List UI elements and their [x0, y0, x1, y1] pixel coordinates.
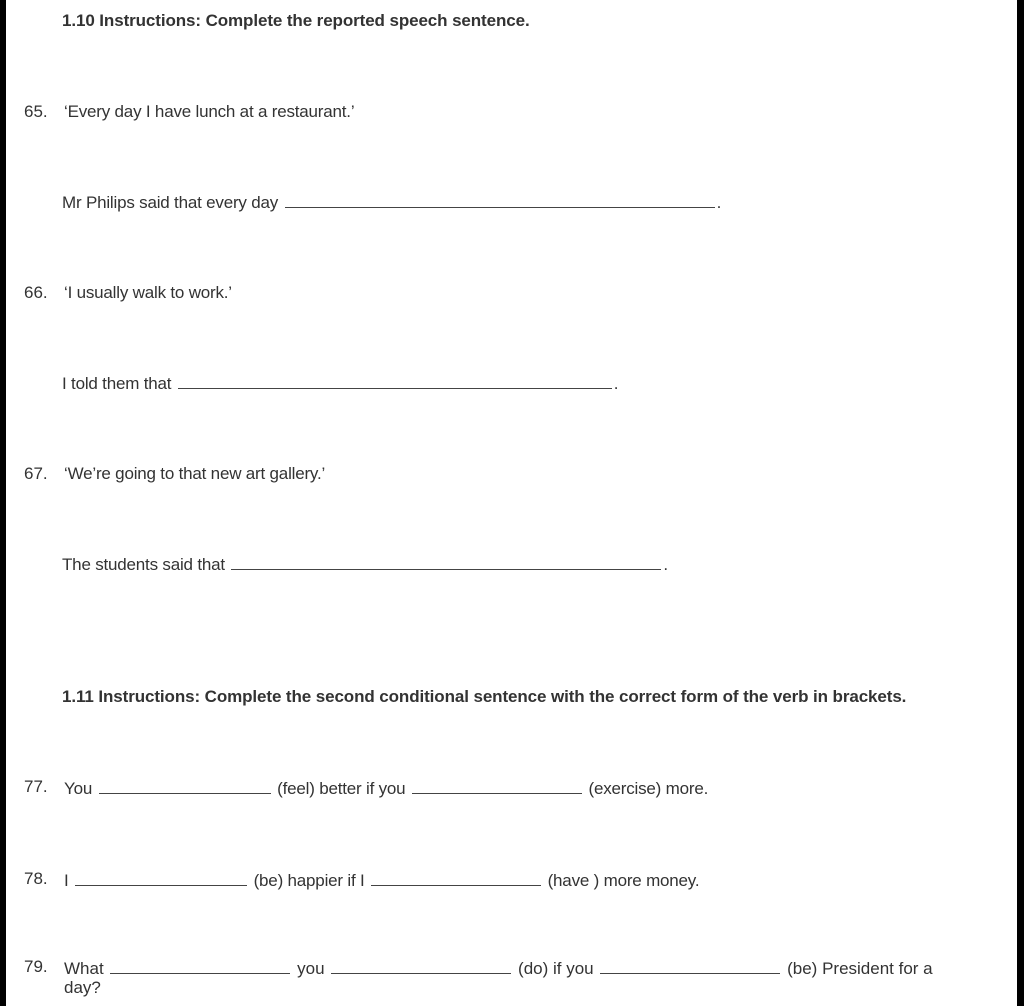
item-66-prompt: I told them that — [62, 374, 172, 393]
item-77-blank-1[interactable] — [99, 777, 271, 794]
item-79-blank-3[interactable] — [600, 957, 780, 974]
item-79-sentence — [64, 957, 933, 997]
item-67-end: . — [663, 555, 668, 574]
section-1-11-heading: 1.11 Instructions: Complete the second conditional sentence with the correct form of the verb in brackets. — [62, 687, 907, 706]
item-67-prompt: The students said that — [62, 555, 225, 574]
item-79-second-line: day? — [64, 978, 101, 997]
item-number-67: 67. — [24, 464, 48, 483]
item-77-sentence — [64, 777, 708, 799]
item-77-blank-2[interactable] — [412, 777, 582, 794]
item-65-answer-line — [62, 191, 721, 213]
item-77-part1: You — [64, 779, 93, 798]
item-78-part3: (have ) more money. — [547, 871, 700, 890]
item-78-blank-1[interactable] — [75, 869, 247, 886]
item-67-answer-blank[interactable] — [231, 553, 661, 570]
item-79-blank-2[interactable] — [331, 957, 511, 974]
item-77-part3: (exercise) more. — [588, 779, 709, 798]
item-65-quote: ‘Every day I have lunch at a restaurant.’ — [64, 102, 355, 121]
item-79-first-line — [64, 957, 933, 978]
item-66-end: . — [613, 374, 619, 393]
item-79-part3: (do) if you — [518, 959, 594, 978]
item-79-part4: (be) President for a — [787, 959, 933, 978]
item-79-part2: you — [297, 959, 325, 978]
section-1-10-heading: 1.10 Instructions: Complete the reported speech sentence. — [62, 11, 530, 30]
item-65-prompt: Mr Philips said that every day — [62, 193, 279, 212]
item-65-answer-blank[interactable] — [285, 191, 715, 208]
item-number-77: 77. — [24, 777, 48, 796]
item-79-blank-1[interactable] — [110, 957, 290, 974]
item-66-quote: ‘I usually walk to work.’ — [64, 283, 232, 302]
item-number-78: 78. — [24, 869, 48, 888]
item-79-part1: What — [64, 959, 104, 978]
item-66-answer-blank[interactable] — [178, 372, 612, 389]
item-65-end: . — [716, 193, 722, 212]
item-78-sentence — [64, 869, 699, 891]
item-67-answer-line — [62, 553, 668, 575]
worksheet-page — [6, 0, 1017, 1006]
item-number-66: 66. — [24, 283, 48, 302]
item-78-part1: I — [64, 871, 69, 890]
item-number-65: 65. — [24, 102, 48, 121]
item-66-answer-line — [62, 372, 618, 394]
item-78-blank-2[interactable] — [371, 869, 541, 886]
item-78-part2: (be) happier if I — [253, 871, 365, 890]
item-number-79: 79. — [24, 957, 48, 976]
item-77-part2: (feel) better if you — [277, 779, 406, 798]
item-67-quote: ‘We’re going to that new art gallery.’ — [64, 464, 326, 483]
